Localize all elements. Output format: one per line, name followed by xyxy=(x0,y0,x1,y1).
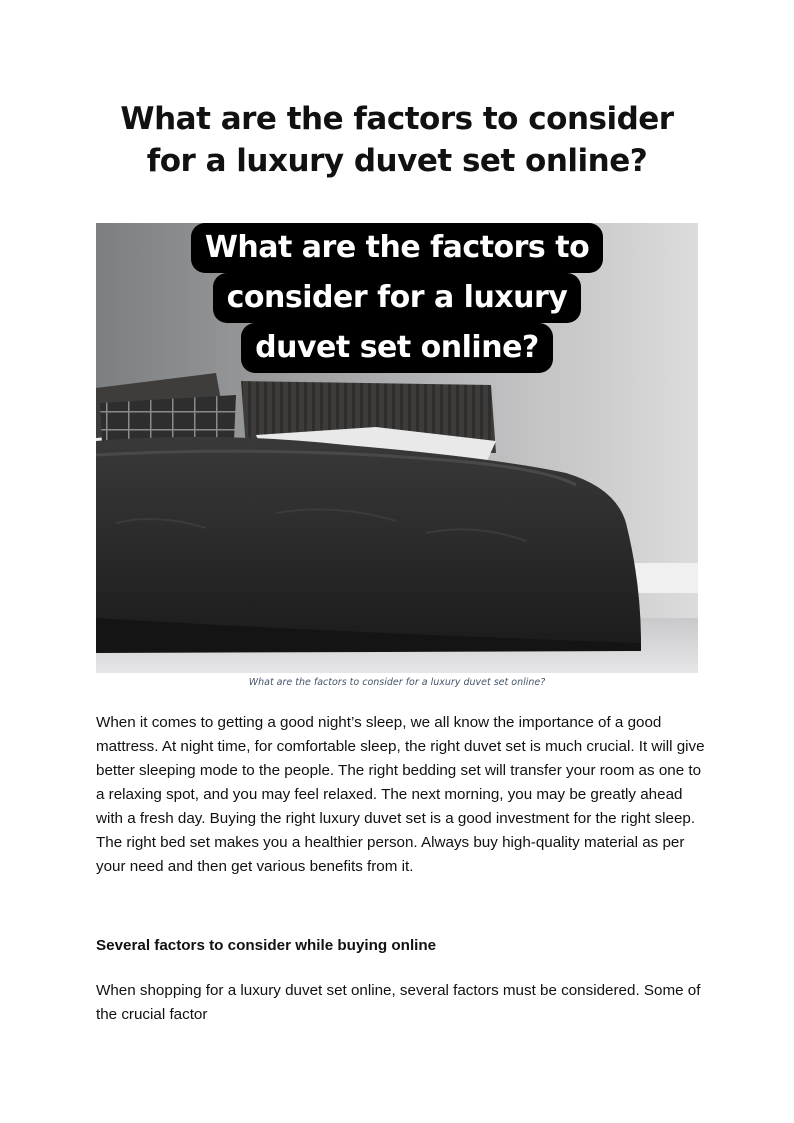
overlay-line-2: consider for a luxury xyxy=(213,273,582,323)
body-paragraph-2: When shopping for a luxury duvet set online, several factors must be considered. Some of the crucial factor xyxy=(96,982,701,1023)
overlay-line-3: duvet set online? xyxy=(241,323,553,373)
hero-image xyxy=(96,223,698,673)
overlay-line-1: What are the factors to xyxy=(191,223,603,273)
image-caption: What are the factors to consider for a luxury duvet set online? xyxy=(248,677,546,688)
image-overlay-text xyxy=(96,223,698,373)
section-heading: Several factors to consider while buying online xyxy=(96,937,437,954)
page-title: What are the factors to consider for a luxury duvet set online? xyxy=(120,101,674,179)
body-paragraph-1: When it comes to getting a good night’s sleep, we all know the importance of a good mattress. At night time, for comfortable sleep, the right duvet set is much crucial. It will give better sleeping mode to the people. The right bedding set will transfer your room as one to a relaxing spot, and you may feel relaxed. The next morning, you may be greatly ahead with a fresh day. Buying the right luxury duvet set is a good investment for the right sleep. The right bed set makes you a healthier person. Always buy high-quality material as per your need and then get various benefits from it. xyxy=(96,714,705,875)
